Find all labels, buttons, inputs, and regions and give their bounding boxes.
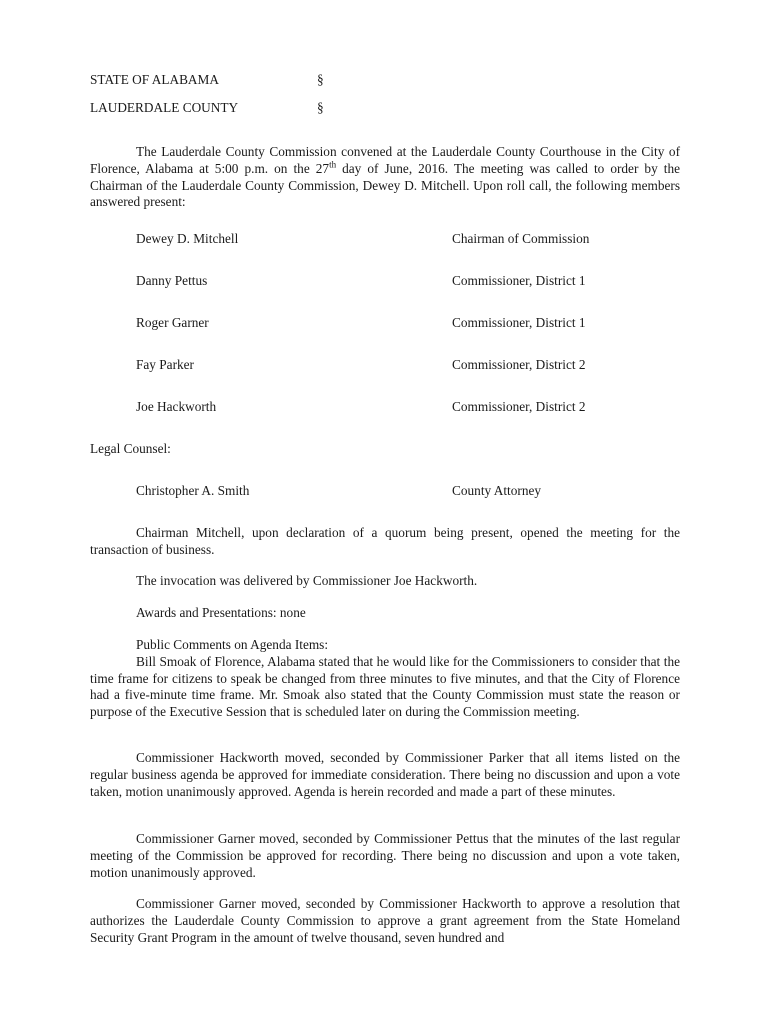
member-name: Roger Garner <box>136 315 209 330</box>
public-comments-text: Bill Smoak of Florence, Alabama stated that he would like for the Commissioners to consider that the time frame for citizens to speak be changed from three minutes to five minutes, and that the City of Florence had a five-minute time frame. Mr. Smoak also stated that the County Commission must state the reason or purpose of the Executive Session that is scheduled later on during the Commission meeting. <box>90 653 680 720</box>
grant-motion-paragraph: Commissioner Garner moved, seconded by Commissioner Hackworth to approve a resolution that authorizes the Lauderdale County Commission to approve a grant agreement from the State Homeland Security Grant Program in the amount of twelve thousand, seven hundred and <box>90 896 680 945</box>
counsel-role: County Attorney <box>452 483 542 498</box>
public-comments-heading: Public Comments on Agenda Items: <box>136 637 329 652</box>
section-symbol-state: § <box>317 72 324 87</box>
legal-counsel-label: Legal Counsel: <box>90 441 171 456</box>
awards-paragraph: Awards and Presentations: none <box>136 605 306 620</box>
agenda-motion-paragraph: Commissioner Hackworth moved, seconded by Commissioner Parker that all items listed on the regular business agenda be approved for immediate consideration. There being no discussion and upon a vote taken, motion unanimously approved. Agenda is herein recorded and made a part of these minutes. <box>90 750 680 799</box>
county-heading: LAUDERDALE COUNTY <box>90 100 239 115</box>
intro-paragraph: The Lauderdale County Commission convened at the Lauderdale County Courthouse in the City of Florence, Alabama at 5:00 p.m. on the 27th day of June, 2016. The meeting was called to order by the Chairman of the Lauderdale County Commission, Dewey D. Mitchell. Upon roll call, the following members answered present: <box>90 144 680 210</box>
invocation-paragraph: The invocation was delivered by Commissioner Joe Hackworth. <box>136 573 478 588</box>
member-name: Joe Hackworth <box>136 399 217 414</box>
public-comments-section <box>90 637 680 721</box>
member-role: Commissioner, District 1 <box>452 315 586 330</box>
member-name: Dewey D. Mitchell <box>136 231 239 246</box>
counsel-name: Christopher A. Smith <box>136 483 250 498</box>
member-name: Fay Parker <box>136 357 194 372</box>
minutes-motion-paragraph: Commissioner Garner moved, seconded by Commissioner Pettus that the minutes of the last regular meeting of the Commission be approved for recording. There being no discussion and upon a vote taken, motion unanimously approved. <box>90 831 680 880</box>
section-symbol-county: § <box>317 100 324 115</box>
state-heading: STATE OF ALABAMA <box>90 72 219 87</box>
member-name: Danny Pettus <box>136 273 208 288</box>
member-role: Commissioner, District 2 <box>452 399 586 414</box>
member-role: Commissioner, District 2 <box>452 357 586 372</box>
member-role: Commissioner, District 1 <box>452 273 586 288</box>
member-role: Chairman of Commission <box>452 231 590 246</box>
quorum-paragraph: Chairman Mitchell, upon declaration of a quorum being present, opened the meeting for the transaction of business. <box>90 525 680 557</box>
